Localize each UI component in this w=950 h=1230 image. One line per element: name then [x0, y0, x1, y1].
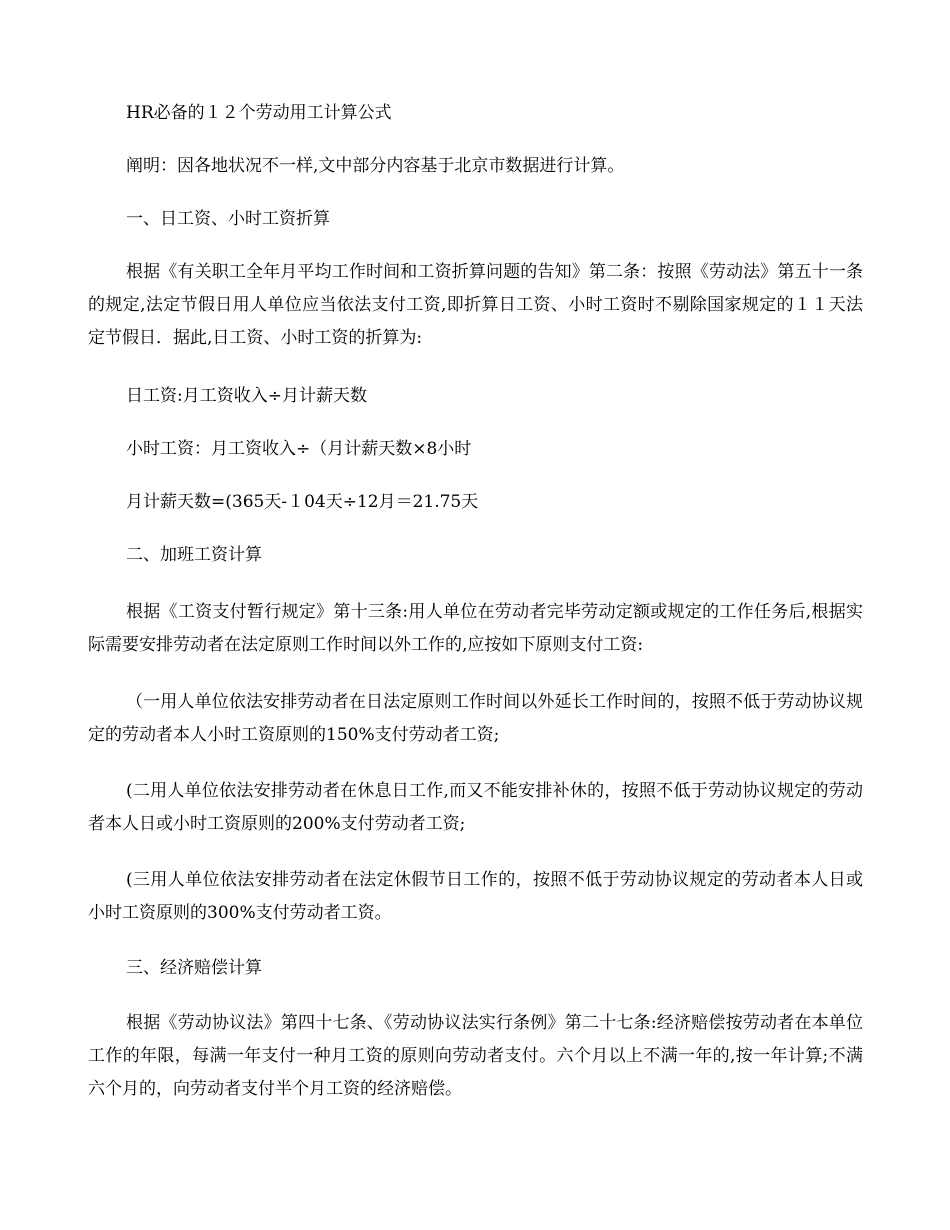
disclaimer-paragraph: 阐明：因各地状况不一样,文中部分内容基于北京市数据进行计算。 [126, 156, 625, 176]
document-title: HR必备的１２个劳动用工计算公式 [126, 103, 392, 123]
formula-hourly-wage: 小时工资：月工资收入÷（月计薪天数×8小时 [126, 439, 472, 459]
formula-monthly-pay-days: 月计薪天数=(365天-１04天÷12月＝21.75天 [126, 492, 479, 512]
section-heading-3: 三、经济赔偿计算 [126, 958, 262, 978]
list-item-overtime-150: （一用人单位依法安排劳动者在日法定原则工作时间以外延长工作时间的，按照不低于劳动协议规定的劳动者本人小时工资原则的150%支付劳动者工资; [88, 692, 863, 745]
paragraph-wage-conversion: 根据《有关职工全年月平均工作时间和工资折算问题的告知》第二条：按照《劳动法》第五十一条的规定,法定节假日用人单位应当依法支付工资,即折算日工资、小时工资时不剔除国家规定的１１天法定节假日．据此,日工资、小时工资的折算为: [88, 262, 863, 348]
section-heading-1: 一、日工资、小时工资折算 [126, 209, 330, 229]
list-item-overtime-200: (二用人单位依法安排劳动者在休息日工作,而又不能安排补休的，按照不低于劳动协议规定的劳动者本人日或小时工资原则的200%支付劳动者工资; [88, 781, 863, 834]
list-item-overtime-300: (三用人单位依法安排劳动者在法定休假节日工作的，按照不低于劳动协议规定的劳动者本人日或小时工资原则的300%支付劳动者工资。 [88, 870, 863, 923]
section-heading-2: 二、加班工资计算 [126, 545, 262, 565]
paragraph-overtime-rule: 根据《工资支付暂行规定》第十三条:用人单位在劳动者完毕劳动定额或规定的工作任务后,根据实际需要安排劳动者在法定原则工作时间以外工作的,应按如下原则支付工资: [88, 602, 863, 655]
paragraph-economic-compensation: 根据《劳动协议法》第四十七条、《劳动协议法实行条例》第二十七条:经济赔偿按劳动者在本单位工作的年限，每满一年支付一种月工资的原则向劳动者支付。六个月以上不满一年的,按一年计算;不满六个月的，向劳动者支付半个月工资的经济赔偿。 [88, 1013, 863, 1099]
formula-daily-wage: 日工资:月工资收入÷月计薪天数 [126, 386, 367, 406]
